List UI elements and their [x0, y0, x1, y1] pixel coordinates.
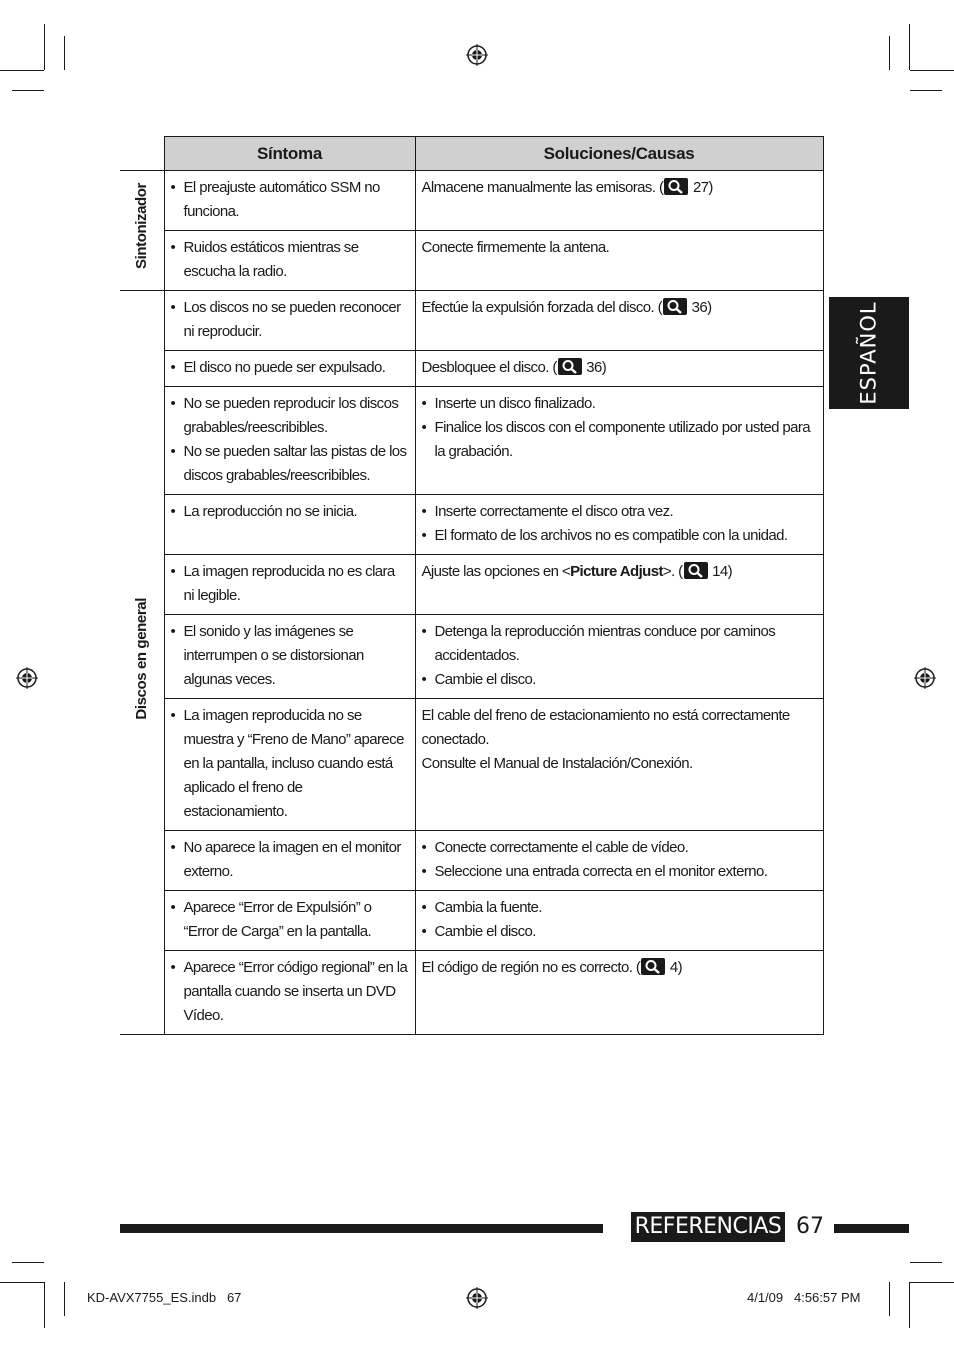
symptom-cell: [164, 951, 415, 1035]
symptom-item: • La reproducción no se inicia.: [184, 500, 409, 524]
magnifier-icon: [663, 298, 687, 315]
category-label: Sintonizador: [132, 183, 150, 270]
table-row: [120, 387, 823, 495]
symptom-cell: [164, 171, 415, 231]
solution-item: • Seleccione una entrada correcta en el monitor externo.: [435, 860, 817, 884]
solution-cell: Almacene manualmente las emisoras. ( 27): [415, 171, 823, 231]
footer-rule-left: [120, 1224, 603, 1233]
solution-cell: [415, 495, 823, 555]
symptom-item: • No se pueden saltar las pistas de los discos grabables/reescribibles.: [184, 440, 409, 488]
symptom-cell: [164, 831, 415, 891]
crop-mark: [44, 24, 45, 70]
crop-mark: [64, 36, 65, 70]
solution-item: • Cambie el disco.: [435, 920, 817, 944]
table-row: [120, 231, 823, 291]
symptom-item: • El preajuste automático SSM no funciona.: [184, 176, 409, 224]
symptom-cell: [164, 699, 415, 831]
symptom-item: • La imagen reproducida no se muestra y “Freno de Mano” aparece en la pantalla, incluso cuando está aplicado el freno de estacionamiento.: [184, 704, 409, 824]
crop-mark: [909, 24, 910, 70]
solution-item: • Detenga la reproducción mientras conduce por caminos accidentados.: [435, 620, 817, 668]
category-label: Discos en general: [132, 597, 150, 720]
solution-item: • Inserte correctamente el disco otra vez.: [435, 500, 817, 524]
registration-mark-icon: [16, 667, 38, 689]
registration-mark-icon: [914, 667, 936, 689]
solution-item: • Inserte un disco finalizado.: [435, 392, 817, 416]
solution-cell: Conecte firmemente la antena.: [415, 231, 823, 291]
solution-item: • Conecte correctamente el cable de vídeo.: [435, 836, 817, 860]
symptom-item: • No aparece la imagen en el monitor externo.: [184, 836, 409, 884]
solution-line: Consulte el Manual de Instalación/Conexión.: [421, 755, 693, 772]
language-tab-label: ESPAÑOL: [857, 301, 882, 405]
crop-mark: [910, 1262, 942, 1263]
category-cell-discs: [120, 291, 164, 1035]
solution-cell: El código de región no es correcto. ( 4): [415, 951, 823, 1035]
table-row: [120, 951, 823, 1035]
slug-filename: KD-AVX7755_ES.indb 67: [87, 1290, 242, 1305]
crop-mark: [12, 1262, 44, 1263]
header-blank-cell: [120, 137, 164, 171]
solution-item: • Cambia la fuente.: [435, 896, 817, 920]
category-cell-tuner: [120, 171, 164, 291]
solution-item: • El formato de los archivos no es compatible con la unidad.: [435, 524, 817, 548]
magnifier-icon: [664, 178, 688, 195]
slug-timestamp: 4/1/09 4:56:57 PM: [747, 1290, 861, 1305]
registration-mark-icon: [466, 44, 488, 66]
solution-cell: [415, 831, 823, 891]
picture-adjust-label: Picture Adjust: [570, 563, 663, 580]
symptom-cell: [164, 351, 415, 387]
symptom-cell: [164, 291, 415, 351]
symptom-cell: [164, 495, 415, 555]
symptom-item: • Los discos no se pueden reconocer ni reproducir.: [184, 296, 409, 344]
symptom-cell: [164, 555, 415, 615]
crop-mark: [910, 1282, 954, 1283]
table-row: [120, 171, 823, 231]
table-row: [120, 699, 823, 831]
language-tab: [829, 297, 909, 409]
troubleshooting-table: [120, 136, 824, 1035]
table-row: [120, 351, 823, 387]
solution-cell: Efectúe la expulsión forzada del disco. ( 36): [415, 291, 823, 351]
table-row: [120, 891, 823, 951]
symptom-cell: [164, 615, 415, 699]
crop-mark: [64, 1282, 65, 1316]
header-solution: Soluciones/Causas: [415, 137, 823, 171]
crop-mark: [910, 90, 942, 91]
table-row: [120, 555, 823, 615]
solution-cell: [415, 387, 823, 495]
symptom-item: • El disco no puede ser expulsado.: [184, 356, 409, 380]
crop-mark: [0, 1282, 44, 1283]
table-header-row: [120, 137, 823, 171]
symptom-item: • La imagen reproducida no es clara ni legible.: [184, 560, 409, 608]
crop-mark: [889, 36, 890, 70]
solution-item: • Cambie el disco.: [435, 668, 817, 692]
symptom-item: • No se pueden reproducir los discos grabables/reescribibles.: [184, 392, 409, 440]
symptom-item: • Aparece “Error de Expulsión” o “Error de Carga” en la pantalla.: [184, 896, 409, 944]
magnifier-icon: [641, 958, 665, 975]
solution-item: • Finalice los discos con el componente utilizado por usted para la grabación.: [435, 416, 817, 464]
crop-mark: [910, 70, 954, 71]
solution-line: El cable del freno de estacionamiento no está correctamente conectado.: [421, 707, 790, 748]
crop-mark: [44, 1282, 45, 1328]
symptom-item: • Aparece “Error código regional” en la pantalla cuando se inserta un DVD Vídeo.: [184, 956, 409, 1028]
crop-mark: [0, 70, 44, 71]
symptom-cell: [164, 387, 415, 495]
magnifier-icon: [558, 358, 582, 375]
table-row: [120, 291, 823, 351]
solution-cell: Desbloquee el disco. ( 36): [415, 351, 823, 387]
magnifier-icon: [684, 562, 708, 579]
solution-cell: [415, 699, 823, 831]
table-row: [120, 831, 823, 891]
symptom-cell: [164, 231, 415, 291]
table-row: [120, 615, 823, 699]
header-symptom: Síntoma: [164, 137, 415, 171]
crop-mark: [909, 1282, 910, 1328]
symptom-item: • Ruidos estáticos mientras se escucha la radio.: [184, 236, 409, 284]
solution-cell: Ajuste las opciones en <Picture Adjust>. ( 14): [415, 555, 823, 615]
page-number: 67: [796, 1214, 824, 1239]
solution-cell: [415, 891, 823, 951]
symptom-cell: [164, 891, 415, 951]
crop-mark: [889, 1282, 890, 1316]
footer-rule-right: [834, 1224, 909, 1233]
symptom-item: • El sonido y las imágenes se interrumpen o se distorsionan algunas veces.: [184, 620, 409, 692]
registration-mark-icon: [466, 1287, 488, 1309]
section-label: REFERENCIAS: [631, 1212, 785, 1242]
table-row: [120, 495, 823, 555]
crop-mark: [12, 90, 44, 91]
solution-cell: [415, 615, 823, 699]
